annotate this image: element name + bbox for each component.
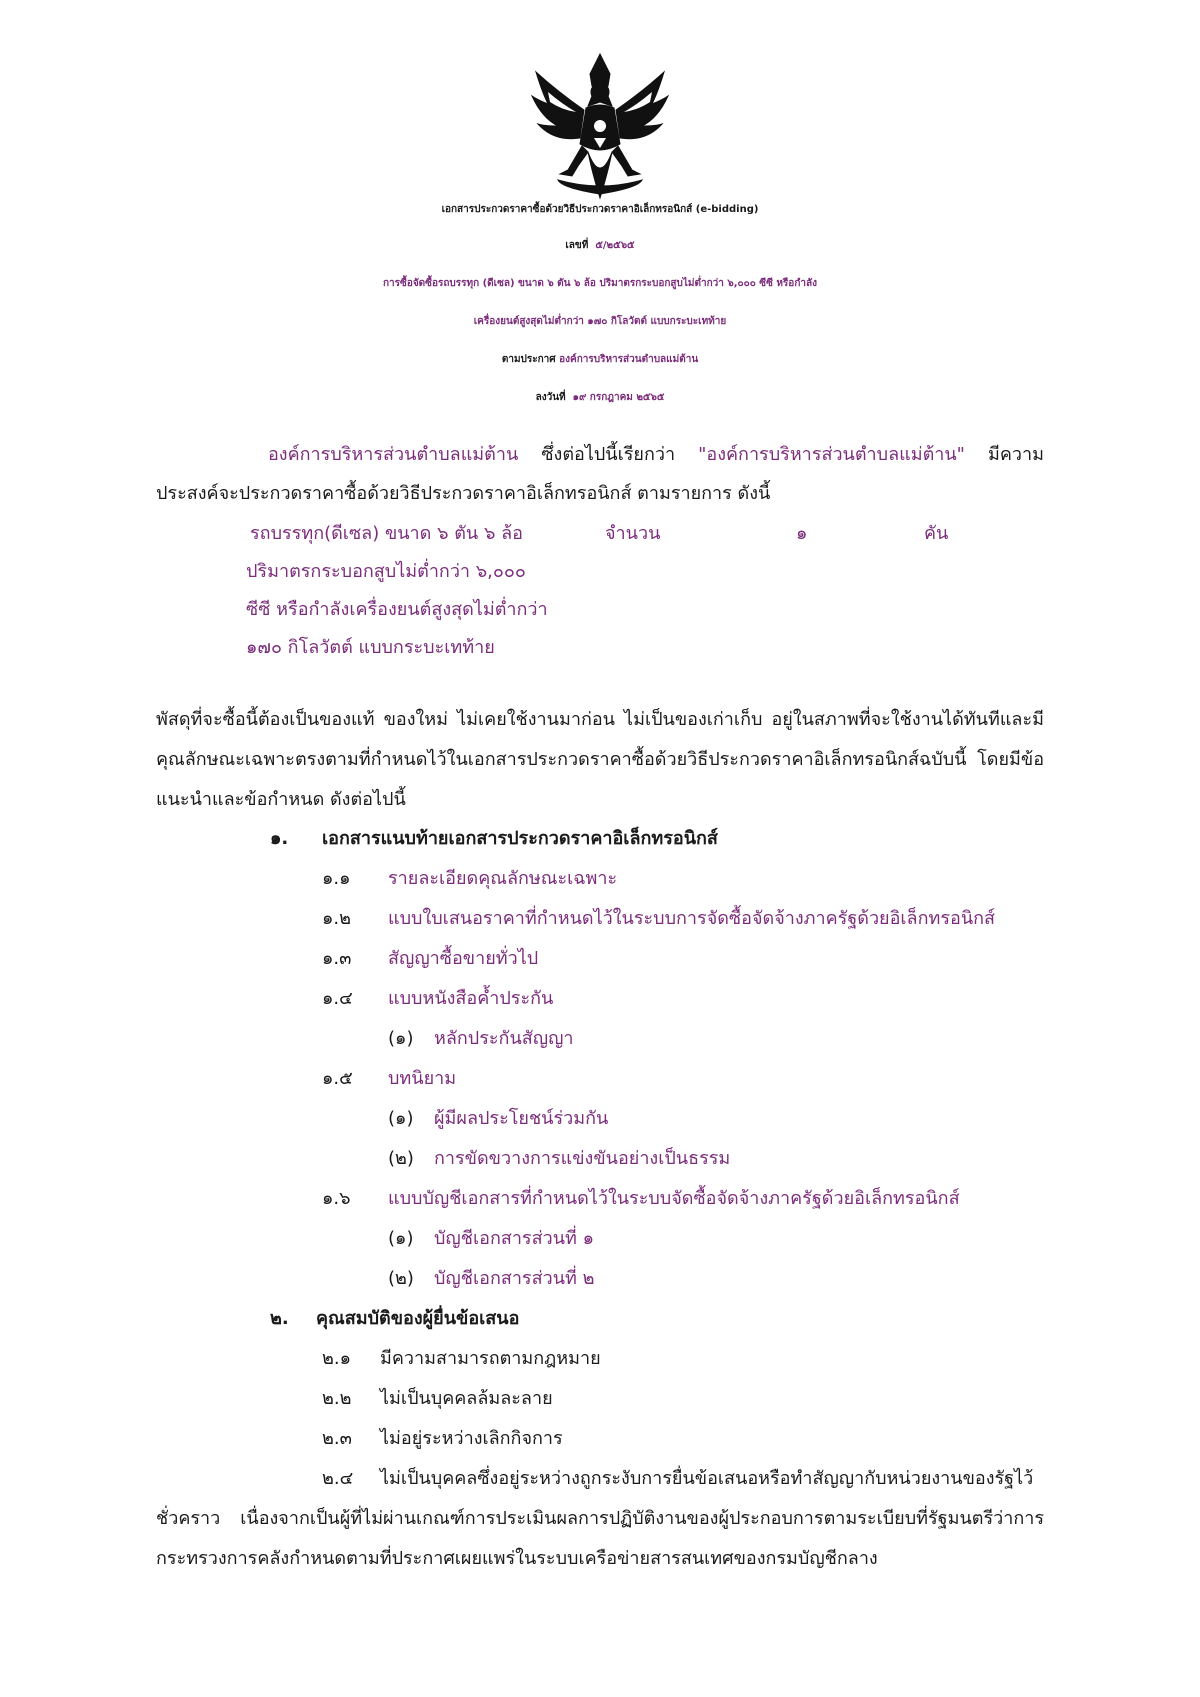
item-qty-label: จำนวน <box>605 523 661 544</box>
list-item-text: ไม่เป็นบุคคลล้มละลาย <box>380 1388 553 1409</box>
announcement-line <box>0 346 1200 374</box>
sublist-item-number: (๑) <box>388 1108 414 1129</box>
list-item-text: บทนิยาม <box>388 1068 457 1089</box>
list-item-number: ๑.๑ <box>322 868 351 889</box>
subject-line-2: เครื่องยนต์สูงสุดไม่ต่ำกว่า ๑๗๐ กิโลวัตต์ แบบกระบะเทท้าย <box>473 316 727 327</box>
list-item-number: ๒.๑ <box>322 1348 352 1369</box>
continuation-line-1: ชั่วคราว เนื่องจากเป็นผู้ที่ไม่ผ่านเกณฑ์การประเมินผลการปฏิบัติงานของผู้ประกอบการตามระเบียบที่รัฐมนตรีว่าการ <box>156 1508 1044 1529</box>
list-item-text: ไม่อยู่ระหว่างเลิกกิจการ <box>380 1428 563 1449</box>
sublist-item-text: บัญชีเอกสารส่วนที่ ๑ <box>434 1228 595 1249</box>
list-item-text: ไม่เป็นบุคคลซึ่งอยู่ระหว่างถูกระงับการยื่นข้อเสนอหรือทำสัญญากับหน่วยงานของรัฐไว้ <box>380 1468 1034 1489</box>
intro-quoted: "องค์การบริหารส่วนตำบลแม่ต้าน" <box>698 444 965 465</box>
list-item-number: ๒.๓ <box>322 1428 352 1449</box>
list-item-text: แบบหนังสือค้ำประกัน <box>388 988 554 1009</box>
garuda-emblem-icon <box>528 52 672 202</box>
item-desc-line-1: รถบรรทุก(ดีเซล) ขนาด ๖ ตัน ๖ ล้อ <box>250 523 523 544</box>
sublist-item-text: บัญชีเอกสารส่วนที่ ๒ <box>434 1268 595 1289</box>
list-item-text: รายละเอียดคุณลักษณะเฉพาะ <box>388 868 618 889</box>
document-title: เอกสารประกวดราคาซื้อด้วยวิธีประกวดราคาอิเล็กทรอนิกส์ (e-bidding) <box>441 204 759 215</box>
sublist-item-number: (๑) <box>388 1028 414 1049</box>
item-desc-line-2: ปริมาตรกระบอกสูบไม่ต่ำกว่า ๖,๐๐๐ <box>246 561 526 582</box>
intro-line-2: ประสงค์จะประกวดราคาซื้อด้วยวิธีประกวดราคาอิเล็กทรอนิกส์ ตามรายการ ดังนี้ <box>156 483 771 504</box>
document-number-label: เลขที่ <box>565 240 589 251</box>
list-item-number: ๑.๕ <box>322 1068 353 1089</box>
list-item-number: ๒.๔ <box>322 1468 354 1489</box>
list-item-number: ๑.๔ <box>322 988 353 1009</box>
intro-org: องค์การบริหารส่วนตำบลแม่ต้าน <box>268 444 519 465</box>
announcement-label: ตามประกาศ <box>501 354 556 365</box>
sublist-item-number: (๒) <box>388 1268 414 1289</box>
list-item-number: ๑.๓ <box>322 948 352 969</box>
list-item-text: แบบใบเสนอราคาที่กำหนดไว้ในระบบการจัดซื้อจัดจ้างภาครัฐด้วยอิเล็กทรอนิกส์ <box>388 908 996 929</box>
document-number-value: ๕/๒๕๖๕ <box>595 240 635 251</box>
date-value: ๑๙ กรกฎาคม ๒๕๖๕ <box>572 392 665 403</box>
sublist-item-number: (๒) <box>388 1148 414 1169</box>
intro-mid: ซึ่งต่อไปนี้เรียกว่า <box>541 444 676 465</box>
section-1-number: ๑. <box>270 828 289 849</box>
list-item-text: แบบบัญชีเอกสารที่กำหนดไว้ในระบบจัดซื้อจัดจ้างภาครัฐด้วยอิเล็กทรอนิกส์ <box>388 1188 960 1209</box>
sublist-item-text: ผู้มีผลประโยชน์ร่วมกัน <box>434 1108 609 1129</box>
section-2-number: ๒. <box>270 1308 289 1329</box>
list-item-number: ๑.๒ <box>322 908 352 929</box>
list-item-number: ๒.๒ <box>322 1388 352 1409</box>
item-unit: คัน <box>924 523 949 544</box>
continuation-line-2: กระทรวงการคลังกำหนดตามที่ประกาศเผยแพร่ในระบบเครือข่ายสารสนเทศของกรมบัญชีกลาง <box>156 1548 878 1569</box>
section-2-title: คุณสมบัติของผู้ยื่นข้อเสนอ <box>316 1308 520 1329</box>
sublist-item-text: หลักประกันสัญญา <box>434 1028 574 1049</box>
date-label: ลงวันที่ <box>535 392 566 403</box>
document-number <box>0 232 1200 260</box>
subject-line-1: การซื้อจัดซื้อรถบรรทุก (ดีเซล) ขนาด ๖ ตัน ๖ ล้อ ปริมาตรกระบอกสูบไม่ต่ำกว่า ๖,๐๐๐ ซีซี หรือกำลัง <box>382 278 817 289</box>
sublist-item-text: การขัดขวางการแข่งขันอย่างเป็นธรรม <box>434 1148 731 1169</box>
announcement-org: องค์การบริหารส่วนตำบลแม่ต้าน <box>559 354 699 365</box>
announcement-date <box>0 384 1200 412</box>
intro-tail: มีความ <box>987 444 1044 465</box>
body-line-2: คุณลักษณะเฉพาะตรงตามที่กำหนดไว้ในเอกสารประกวดราคาซื้อด้วยวิธีประกวดราคาอิเล็กทรอนิกส์ฉบับนี้ โดยมีข้อ <box>156 749 1044 770</box>
section-1-title: เอกสารแนบท้ายเอกสารประกวดราคาอิเล็กทรอนิกส์ <box>322 828 718 849</box>
intro-line-1 <box>268 441 1044 469</box>
sublist-item-number: (๑) <box>388 1228 414 1249</box>
item-desc-line-3: ซีซี หรือกำลังเครื่องยนต์สูงสุดไม่ต่ำกว่า <box>246 599 548 620</box>
list-item-text: มีความสามารถตามกฎหมาย <box>380 1348 601 1369</box>
body-line-3: แนะนำและข้อกำหนด ดังต่อไปนี้ <box>156 789 406 810</box>
list-item-text: สัญญาซื้อขายทั่วไป <box>388 948 539 969</box>
item-qty: ๑ <box>796 523 808 544</box>
item-desc-line-4: ๑๗๐ กิโลวัตต์ แบบกระบะเทท้าย <box>246 637 495 658</box>
body-line-1: พัสดุที่จะซื้อนี้ต้องเป็นของแท้ ของใหม่ ไม่เคยใช้งานมาก่อน ไม่เป็นของเก่าเก็บ อยู่ในสภาพที่จะใช้งานได้ทันทีและมี <box>156 709 1044 730</box>
list-item-number: ๑.๖ <box>322 1188 351 1209</box>
